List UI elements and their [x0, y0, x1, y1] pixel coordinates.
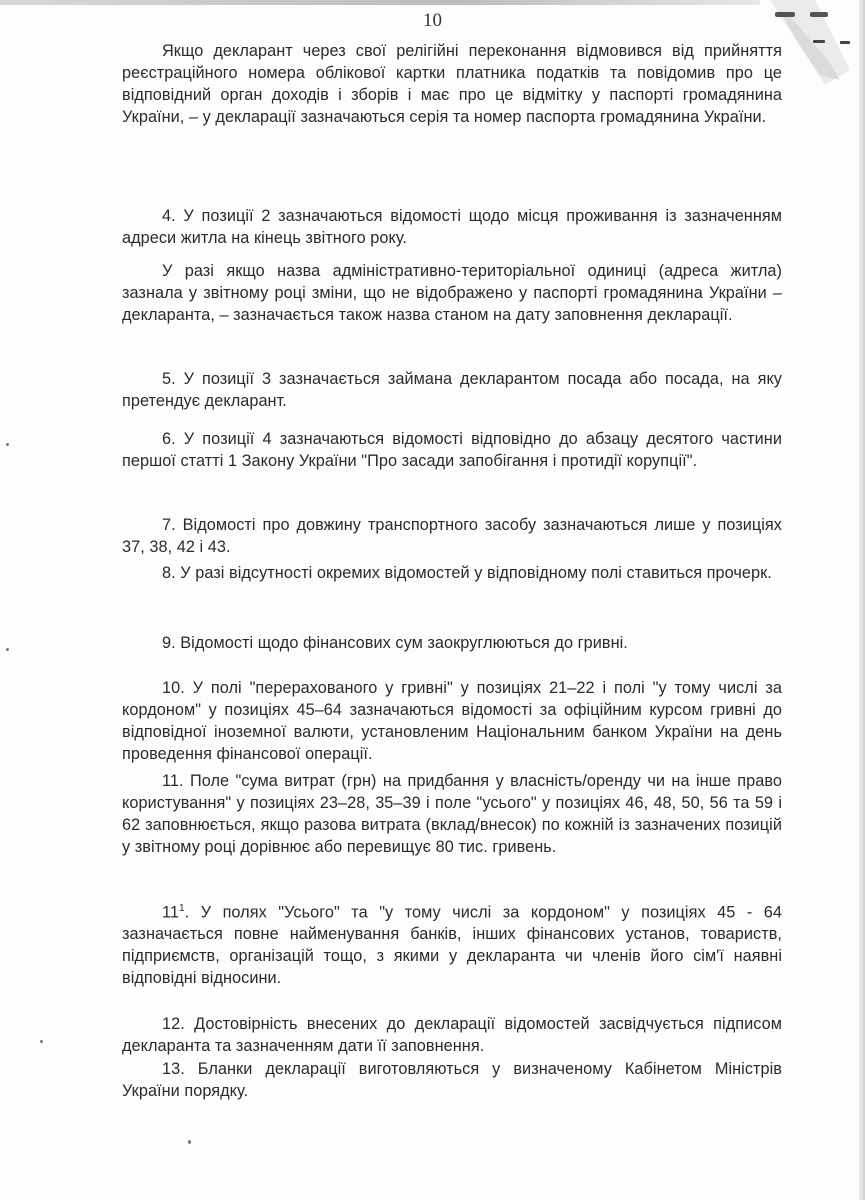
paragraph-text: 9. Відомості щодо фінансових сум заокруглюються до гривні.: [162, 634, 628, 652]
paragraph-text: 4. У позиції 2 зазначаються відомості щодо місця проживання із зазначенням адреси житла на кінець звітного року.: [122, 207, 782, 247]
paragraph-text: У разі якщо назва адміністративно-територіальної одиниці (адреса житла) зазнала у звітному році зміни, що не відображено у паспорті громадянина України – декларанта, – зазначається також назва станом на дату заповнення декларації.: [122, 262, 782, 324]
paragraph-text: 10. У полі "перерахованого у гривні" у позиціях 21–22 і полі "у тому числі за кордоном" у позиціях 45–64 зазначаються відомості за офіційним курсом гривні до відповідної іноземної валюти, установленим Національним банком України на день проведення фінансової операції.: [122, 679, 782, 763]
paragraph: [122, 632, 782, 654]
paragraph: [122, 40, 782, 128]
paragraph-text: 7. Відомості про довжину транспортного засобу зазначаються лише у позиціях 37, 38, 42 і 43.: [122, 516, 782, 556]
paragraph-text: 13. Бланки декларації виготовляються у визначеному Кабінетом Міністрів України порядку.: [122, 1060, 782, 1100]
paragraph: [122, 428, 782, 472]
paragraph: [122, 677, 782, 765]
paragraph-text: 12. Достовірність внесених до декларації відомостей засвідчується підписом декларанта та зазначенням дати її заповнення.: [122, 1015, 782, 1055]
scan-speck: [6, 648, 9, 651]
paragraph-text: . У полях "Усього" та "у тому числі за кордоном" у позиціях 45 - 64 зазначається повне найменування банків, інших фінансових установ, товариств, підприємств, організацій тощо, з якими у декларанта чи членів його сім'ї наявні відповідні відносини.: [122, 903, 782, 988]
scan-speck: [188, 1140, 191, 1144]
paragraph-text: Якщо декларант через свої релігійні переконання відмовився від прийняття реєстраційного номера облікової картки платника податків та повідомив про це відповідний орган доходів і зборів і має про це відмітку у паспорті громадянина України, – у декларації зазначаються серія та номер паспорта громадянина України.: [122, 42, 782, 126]
paragraph-superscript: 1: [179, 903, 185, 914]
paragraph: [122, 205, 782, 249]
scan-right-edge: [859, 0, 865, 1200]
paragraph: [122, 770, 782, 858]
scan-speck: [6, 443, 9, 446]
paragraph: [122, 260, 782, 326]
paragraph: [122, 562, 782, 584]
paragraph: [122, 1013, 782, 1057]
paragraph-text: 8. У разі відсутності окремих відомостей у відповідному полі ставиться прочерк.: [162, 564, 772, 582]
paragraph: [122, 898, 782, 989]
paragraph-number: 11: [162, 903, 180, 922]
scan-edge-shadow: [0, 0, 760, 5]
paragraph: [122, 368, 782, 412]
paragraph-text: 11. Поле "сума витрат (грн) на придбання у власність/оренду чи на інше право користування" у позиціях 23–28, 35–39 і поле "усього" у позиціях 46, 48, 50, 56 та 59 і 62 заповнюється, якщо разова витрата (вклад/внесок) по кожній із зазначених позицій у звітному році дорівнює або перевищує 80 тис. гривень.: [122, 772, 782, 856]
scan-speck: [40, 1040, 43, 1043]
paragraph-text: 5. У позиції 3 зазначається займана декларантом посада або посада, на яку претендує декларант.: [122, 370, 782, 410]
paragraph-text: 6. У позиції 4 зазначаються відомості відповідно до абзацу десятого частини першої статті 1 Закону України "Про засади запобігання і протидії корупції".: [122, 430, 782, 470]
page-number: 10: [423, 10, 442, 31]
paragraph: [122, 1058, 782, 1102]
paragraph: [122, 514, 782, 558]
